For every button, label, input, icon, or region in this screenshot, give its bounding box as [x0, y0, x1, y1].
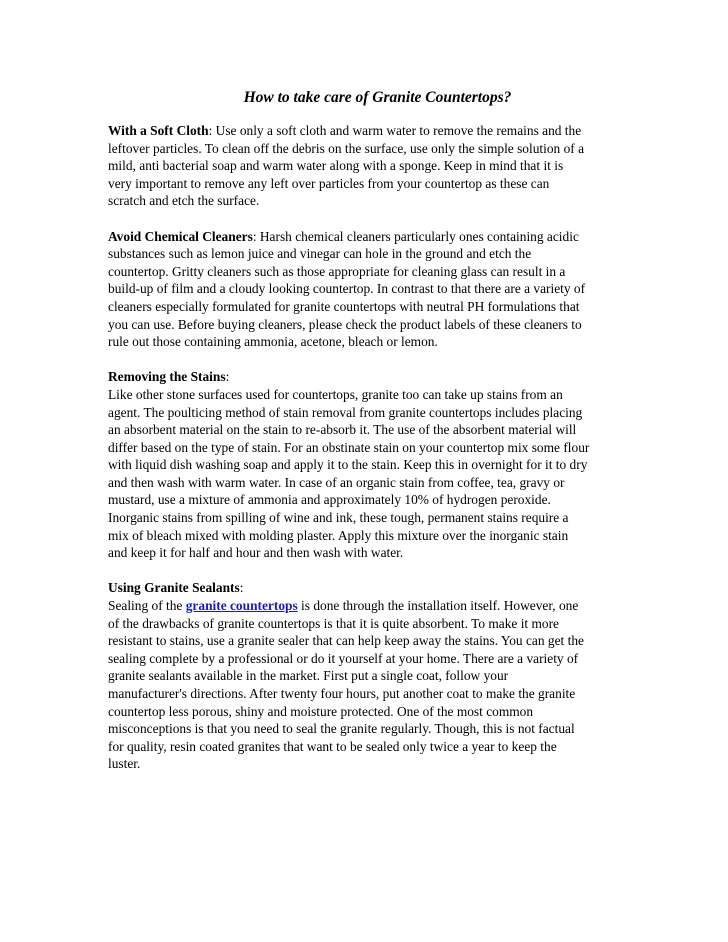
paragraph-line: mild, anti bacterial soap and warm water along with a sponge. Keep in mind that it is [108, 158, 564, 174]
paragraph-line: mustard, use a mixture of ammonia and approximately 10% of hydrogen peroxide. [108, 492, 551, 508]
paragraph-line [108, 122, 628, 140]
section-heading: Avoid Chemical Cleaners [108, 228, 253, 244]
paragraph-line: misconceptions is that you need to seal the granite regularly. Though, this is not factual [108, 721, 575, 737]
paragraph-line: and then wash with warm water. In case of an organic stain from coffee, tea, gravy or [108, 474, 565, 490]
paragraph-line: differ based on the type of stain. For an obstinate stain on your countertop mix some flour [108, 439, 590, 455]
document-body [108, 122, 628, 791]
paragraph-line: sealing complete by a professional or do it yourself at your home. There are a variety of [108, 650, 579, 666]
paragraph-line: leftover particles. To clean off the debris on the surface, use only the simple solution of a [108, 140, 585, 156]
paragraph-line: of the drawbacks of granite countertops is that it is quite absorbent. To make it more [108, 615, 560, 631]
paragraph-line: rule out those containing ammonia, acetone, bleach or lemon. [108, 334, 438, 350]
paragraph-line [108, 228, 628, 246]
paragraph-line: countertop less porous, shiny and moisture protected. One of the most common [108, 703, 534, 719]
paragraph-text: : Use only a soft cloth and warm water to remove the remains and the [208, 123, 582, 138]
paragraph-line: substances such as lemon juice and vinegar can hole in the ground and etch the [108, 246, 532, 262]
section-chemical-cleaners [108, 228, 628, 351]
section-granite-sealants [108, 579, 628, 773]
paragraph-text: is done through the installation itself. However, one [297, 598, 579, 614]
paragraph-line: luster. [108, 756, 141, 772]
paragraph-line: mix of bleach mixed with molding plaster. Apply this mixture over the inorganic stain [108, 527, 569, 543]
paragraph-line [108, 597, 628, 615]
paragraph-line: and keep it for half and hour and then wash with water. [108, 545, 404, 561]
heading-colon: : [239, 580, 244, 596]
section-heading: Using Granite Sealants [108, 580, 240, 596]
paragraph-line [108, 579, 628, 597]
paragraph-text: : Harsh chemical cleaners particularly ones containing acidic [252, 228, 579, 244]
paragraph-line: Inorganic stains from spilling of wine and ink, these tough, permanent stains require a [108, 510, 569, 526]
paragraph-line: countertop. Gritty cleaners such as those appropriate for cleaning glass can result in a [108, 263, 566, 279]
granite-countertops-link[interactable]: granite countertops [185, 598, 298, 614]
section-heading: Removing the Stains [108, 369, 226, 385]
paragraph-line: resistant to stains, use a granite sealer that can help keep away the stains. You can get the [108, 633, 584, 649]
document-title: How to take care of Granite Countertops? [243, 89, 512, 106]
paragraph-line: you can use. Before buying cleaners, please check the product labels of these cleaners to [108, 316, 582, 332]
paragraph-line: cleaners especially formulated for granite countertops with neutral PH formulations that [108, 298, 580, 314]
paragraph-line: agent. The poulticing method of stain removal from granite countertops includes placing [108, 404, 583, 420]
paragraph-line: an absorbent material on the stain to re-absorb it. The use of the absorbent material will [108, 422, 577, 438]
paragraph-text: Sealing of the [108, 598, 186, 614]
paragraph-line [108, 368, 628, 386]
paragraph-line: Like other stone surfaces used for countertops, granite too can take up stains from an [108, 386, 563, 402]
paragraph-line: with liquid dish washing soap and apply it to the stain. Keep this in overnight for it to dry [108, 457, 588, 473]
section-removing-stains [108, 368, 628, 562]
section-soft-cloth [108, 122, 628, 210]
paragraph-line: very important to remove any left over particles from your countertop as these can [108, 175, 550, 191]
paragraph-line: granite sealants available in the market. First put a single coat, follow your [108, 668, 509, 684]
paragraph-line: build-up of film and a cloudy looking countertop. In contrast to that there are a variety of [108, 281, 586, 297]
heading-colon: : [225, 369, 230, 385]
paragraph-line: manufacturer's directions. After twenty four hours, put another coat to make the granite [108, 686, 576, 701]
section-heading: With a Soft Cloth [108, 123, 209, 138]
paragraph-line: for quality, resin coated granites that want to be sealed only twice a year to keep the [108, 738, 557, 754]
paragraph-line: scratch and etch the surface. [108, 193, 260, 209]
